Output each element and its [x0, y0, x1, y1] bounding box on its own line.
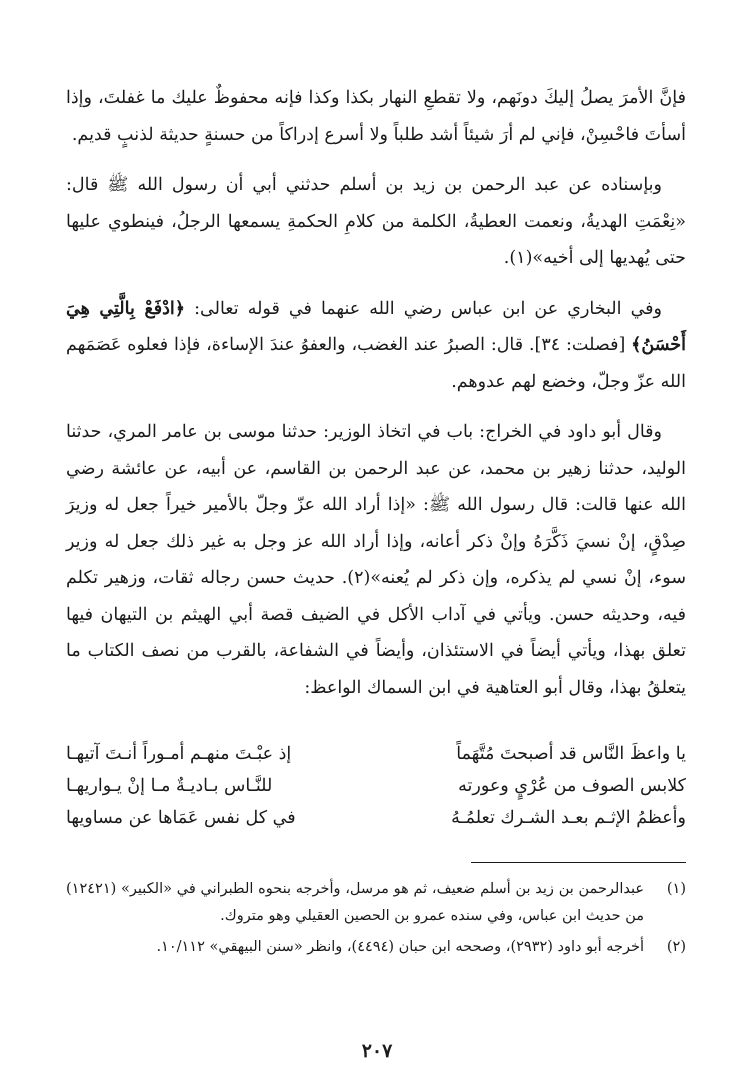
footnote-number: (٢) [666, 939, 686, 955]
quran-verse: ﴿ادْفَعْ بِالَّتِي هِيَ أَحْسَنُ﴾ [66, 298, 686, 355]
verse-first-hemistich: كلابس الصوف من عُرْيٍ وعورته [458, 776, 686, 796]
poem-verse [66, 738, 686, 770]
verse-first-hemistich: وأعظمُ الإثـم بعـد الشـرك تعلمُـهُ [451, 808, 686, 828]
paragraph-4: وقال أبو داود في الخراج: باب في اتخاذ الوزير: حدثنا موسى بن عامر المري، حدثنا الوليد، حدثنا زهير بن محمد، عن عبد الرحمن بن القاسم، عن أبيه، عن عائشة رضي الله عنها قالت: قال رسول الله ﷺ: «إذا أراد الله عزّ وجلّ بالأمير خيراً جعل له وزيرَ صِدْقٍ، إنْ نسيَ ذَكَّرَهُ وإنْ ذكر أعانه، وإذا أراد الله عز وجل به غير ذلك جعل له وزير سوء، إنْ نسي لم يذكره، وإن ذكر لم يُعنه»(٢). حديث حسن رجاله ثقات، وزهير تكلم فيه، وحديثه حسن. ويأتي في آداب الأكل في الضيف قصة أبي الهيثم بن التيهان فيها تعلق بهذا، ويأتي أيضاً في الاستئذان، وأيضاً في الشفاعة، بالقرب من نصف الكتاب ما يتعلقُ بهذا، وقال أبو العتاهية في ابن السماك الواعظ: [66, 422, 686, 698]
paragraph-3-rest: [فصلت: ٣٤]. قال: الصبرُ عند الغضب، والعفوُ عندَ الإساءة، فإذا فعلوه عَصَمَهم الله عزّ وجلّ، وخضع لهم عدوهم. [66, 335, 686, 392]
verse-second-hemistich: للنَّـاس بـاديـةٌ مـا إنْ يـواريهـا [66, 776, 273, 796]
paragraph-2: وبإسناده عن عبد الرحمن بن زيد بن أسلم حدثني أبي أن رسول الله ﷺ قال: «نِعْمَتِ الهديةُ، ونعمت العطيةُ، الكلمة من كلامِ الحكمةِ يسمعها الرجلُ، فينطوي عليها حتى يُهديها إلى أخيه»(١). [66, 175, 686, 268]
poem-verse [66, 802, 686, 834]
page-number: ٢٠٧ [361, 1040, 393, 1062]
verse-second-hemistich: في كل نفس عَمَاها عن مساويها [66, 808, 296, 828]
paragraph-3-intro: وفي البخاري عن ابن عباس رضي الله عنهما في قوله تعالى: [185, 298, 662, 319]
footnote [66, 876, 686, 930]
footnote-text: عبدالرحمن بن زيد بن أسلم ضعيف، ثم هو مرسل، وأخرجه بنحوه الطبراني في «الكبير» (١٢٤٢١) من حديث ابن عباس، وفي سنده عمرو بن الحصين العقيلي وهو متروك. [66, 881, 644, 924]
footnotes [66, 876, 686, 965]
main-text [66, 80, 686, 720]
poem-verse [66, 770, 686, 802]
footnote [66, 934, 686, 961]
paragraph-1: فإنَّ الأمرَ يصلُ إليكَ دونَهم، ولا تقطعِ النهار بكذا وكذا فإنه محفوظٌ عليك ما غفلتَ، وإذا أسأتَ فاحْسِنْ، فإني لم أرَ شيئاً أشد طلباً ولا أسرع إدراكاً من حسنةٍ حديثة لذنبٍ قديم. [66, 88, 686, 145]
verse-first-hemistich: يا واعظَ النَّاس قد أصبحتَ مُتَّهَماً [456, 744, 686, 764]
footnote-divider [471, 862, 686, 863]
footnote-number: (١) [666, 881, 686, 897]
verse-second-hemistich: إذ عبْـتَ منهـم أمـوراً أنـتَ آتيهـا [66, 744, 292, 764]
footnote-text: أخرجه أبو داود (٢٩٣٢)، وصححه ابن حبان (٤٤٩٤)، وانظر «سنن البيهقي» ١٠/١١٢. [156, 939, 644, 955]
paragraph-3 [66, 291, 686, 401]
poem [66, 738, 686, 834]
